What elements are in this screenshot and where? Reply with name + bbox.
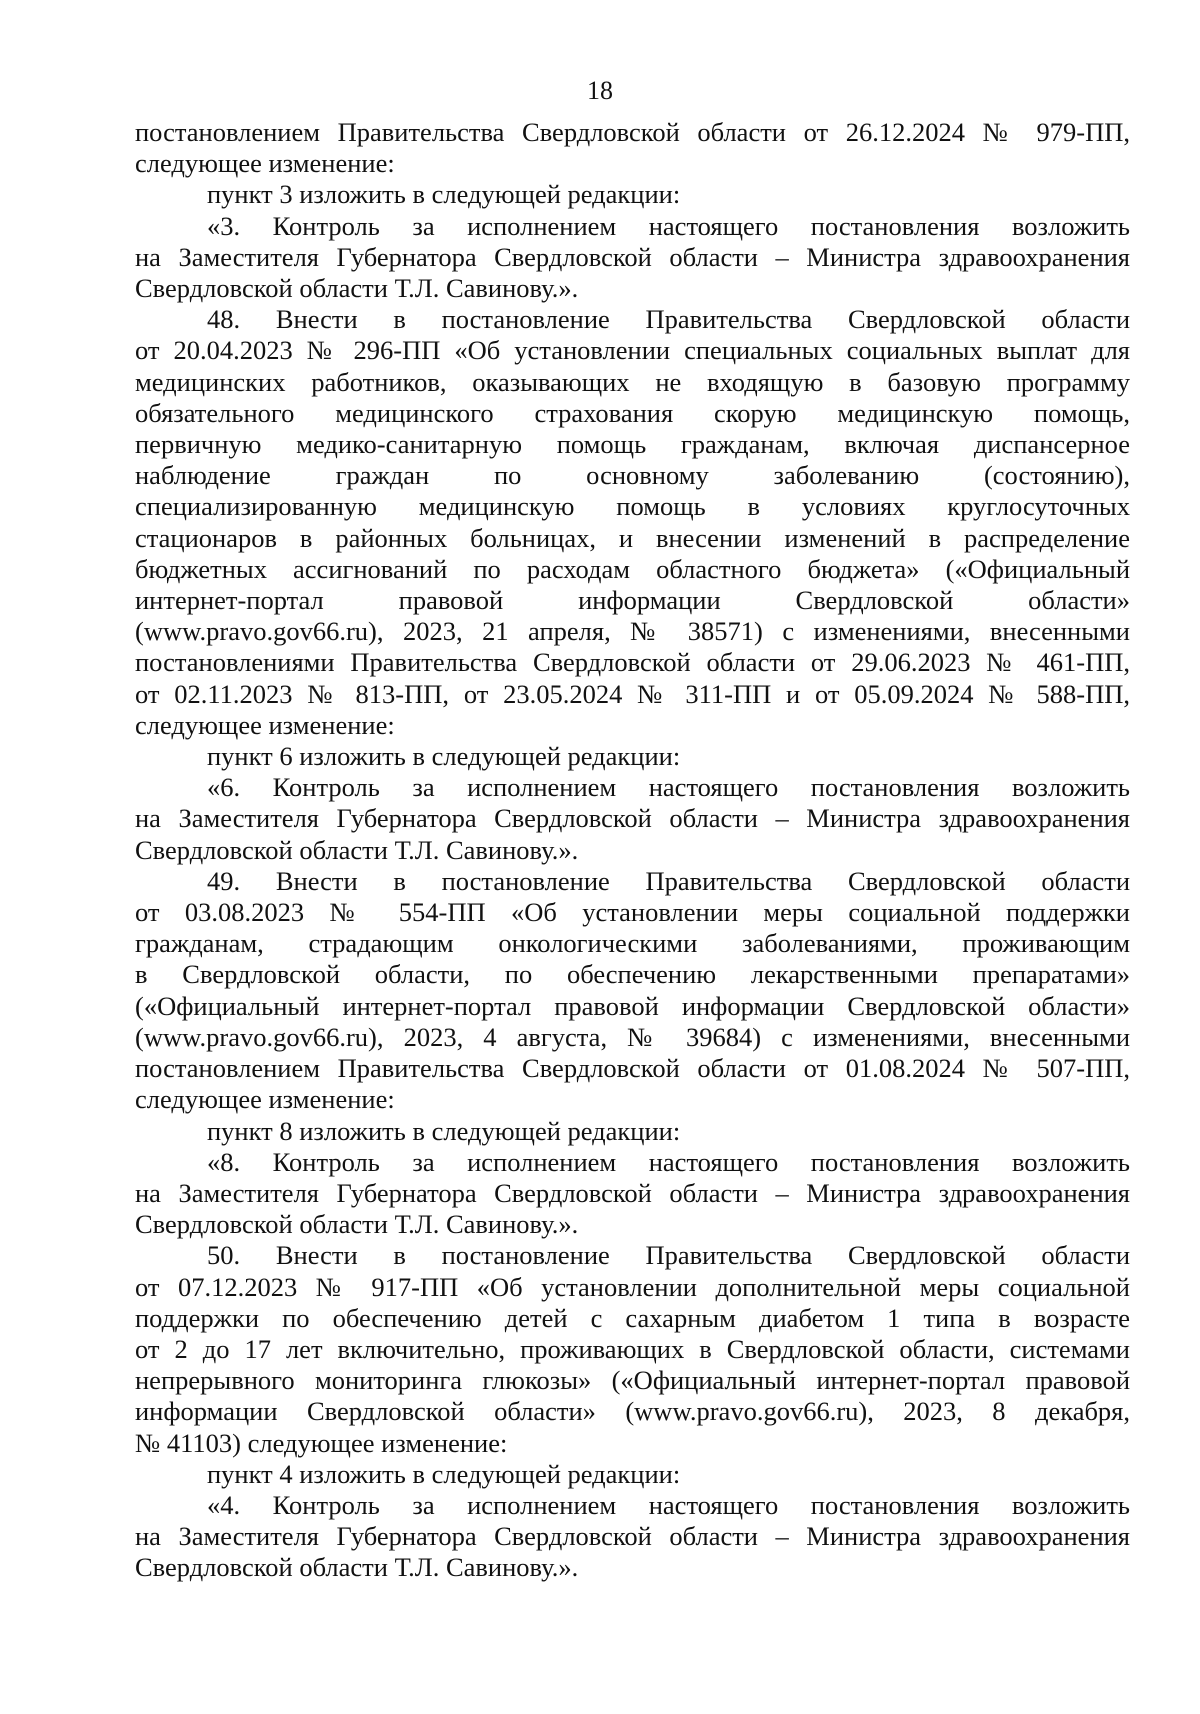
text-line: от 03.08.2023 № 554-ПП «Об установлении меры социальной поддержки: [135, 897, 1130, 928]
text-line: («Официальный интернет-портал правовой информации Свердловской области»: [135, 990, 1130, 1021]
text-line: Свердловской области Т.Л. Савинову.».: [135, 273, 579, 304]
text-line: информации Свердловской области» (www.pravo.gov66.ru), 2023, 8 декабря,: [135, 1396, 1130, 1427]
text-line: пункт 3 изложить в следующей редакции:: [207, 179, 681, 210]
text-line: наблюдение граждан по основному заболеванию (состоянию),: [135, 460, 1130, 491]
text-line: непрерывного мониторинга глюкозы» («Официальный интернет-портал правовой: [135, 1365, 1130, 1396]
text-line: постановлением Правительства Свердловской области от 26.12.2024 № 979-ПП,: [135, 117, 1130, 147]
text-line: на Заместителя Губернатора Свердловской области – Министра здравоохранения: [135, 1177, 1130, 1208]
text-line: пункт 6 изложить в следующей редакции:: [207, 741, 681, 772]
text-line: от 20.04.2023 № 296-ПП «Об установлении специальных социальных выплат для: [135, 335, 1130, 366]
text-line: интернет-портал правовой информации Свердловской области»: [135, 585, 1130, 616]
text-line: гражданам, страдающим онкологическими заболеваниями, проживающим: [135, 928, 1130, 959]
text-line: Свердловской области Т.Л. Савинову.».: [135, 1552, 579, 1583]
text-line: пункт 4 изложить в следующей редакции:: [207, 1458, 681, 1489]
text-line: обязательного медицинского страхования скорую медицинскую помощь,: [135, 397, 1130, 428]
text-line: бюджетных ассигнований по расходам областного бюджета» («Официальный: [135, 553, 1130, 584]
text-line: Свердловской области Т.Л. Савинову.».: [135, 834, 579, 865]
text-line: от 2 до 17 лет включительно, проживающих в Свердловской области, системами: [135, 1333, 1130, 1364]
text-line: постановлениями Правительства Свердловской области от 29.06.2023 № 461-ПП,: [135, 647, 1130, 678]
text-line: от 07.12.2023 № 917-ПП «Об установлении дополнительной меры социальной: [135, 1271, 1130, 1302]
document-body: [135, 117, 1130, 1584]
text-line: в Свердловской области, по обеспечению лекарственными препаратами»: [135, 959, 1130, 990]
text-line: «3. Контроль за исполнением настоящего постановления возложить: [207, 210, 1130, 241]
text-line: «4. Контроль за исполнением настоящего постановления возложить: [207, 1489, 1130, 1520]
text-line: Свердловской области Т.Л. Савинову.».: [135, 1209, 579, 1240]
text-line: медицинских работников, оказывающих не входящую в базовую программу: [135, 366, 1130, 397]
text-line: стационаров в районных больницах, и внесении изменений в распределение: [135, 522, 1130, 553]
text-line: 49. Внести в постановление Правительства Свердловской области: [207, 865, 1130, 896]
text-line: «8. Контроль за исполнением настоящего постановления возложить: [207, 1146, 1130, 1177]
text-line: на Заместителя Губернатора Свердловской области – Министра здравоохранения: [135, 241, 1130, 272]
text-line: следующее изменение:: [135, 709, 395, 740]
page-number: 18: [587, 76, 613, 105]
text-line: следующее изменение:: [135, 148, 395, 179]
text-line: на Заместителя Губернатора Свердловской области – Министра здравоохранения: [135, 803, 1130, 834]
text-line: (www.pravo.gov66.ru), 2023, 4 августа, № 39684) с изменениями, внесенными: [135, 1021, 1130, 1052]
text-line: поддержки по обеспечению детей с сахарным диабетом 1 типа в возрасте: [135, 1302, 1130, 1333]
text-line: на Заместителя Губернатора Свердловской области – Министра здравоохранения: [135, 1521, 1130, 1552]
text-line: (www.pravo.gov66.ru), 2023, 21 апреля, № 38571) с изменениями, внесенными: [135, 616, 1130, 647]
text-line: специализированную медицинскую помощь в условиях круглосуточных: [135, 491, 1130, 522]
text-line: 48. Внести в постановление Правительства Свердловской области: [207, 304, 1130, 335]
text-line: «6. Контроль за исполнением настоящего постановления возложить: [207, 772, 1130, 803]
text-line: первичную медико-санитарную помощь гражданам, включая диспансерное: [135, 429, 1130, 460]
text-line: 50. Внести в постановление Правительства Свердловской области: [207, 1240, 1130, 1271]
text-line: следующее изменение:: [135, 1084, 395, 1115]
text-line: № 41103) следующее изменение:: [135, 1427, 508, 1458]
text-line: пункт 8 изложить в следующей редакции:: [207, 1115, 681, 1146]
text-line: постановлением Правительства Свердловской области от 01.08.2024 № 507-ПП,: [135, 1053, 1130, 1084]
text-line: от 02.11.2023 № 813-ПП, от 23.05.2024 № 311-ПП и от 05.09.2024 № 588-ПП,: [135, 678, 1130, 709]
